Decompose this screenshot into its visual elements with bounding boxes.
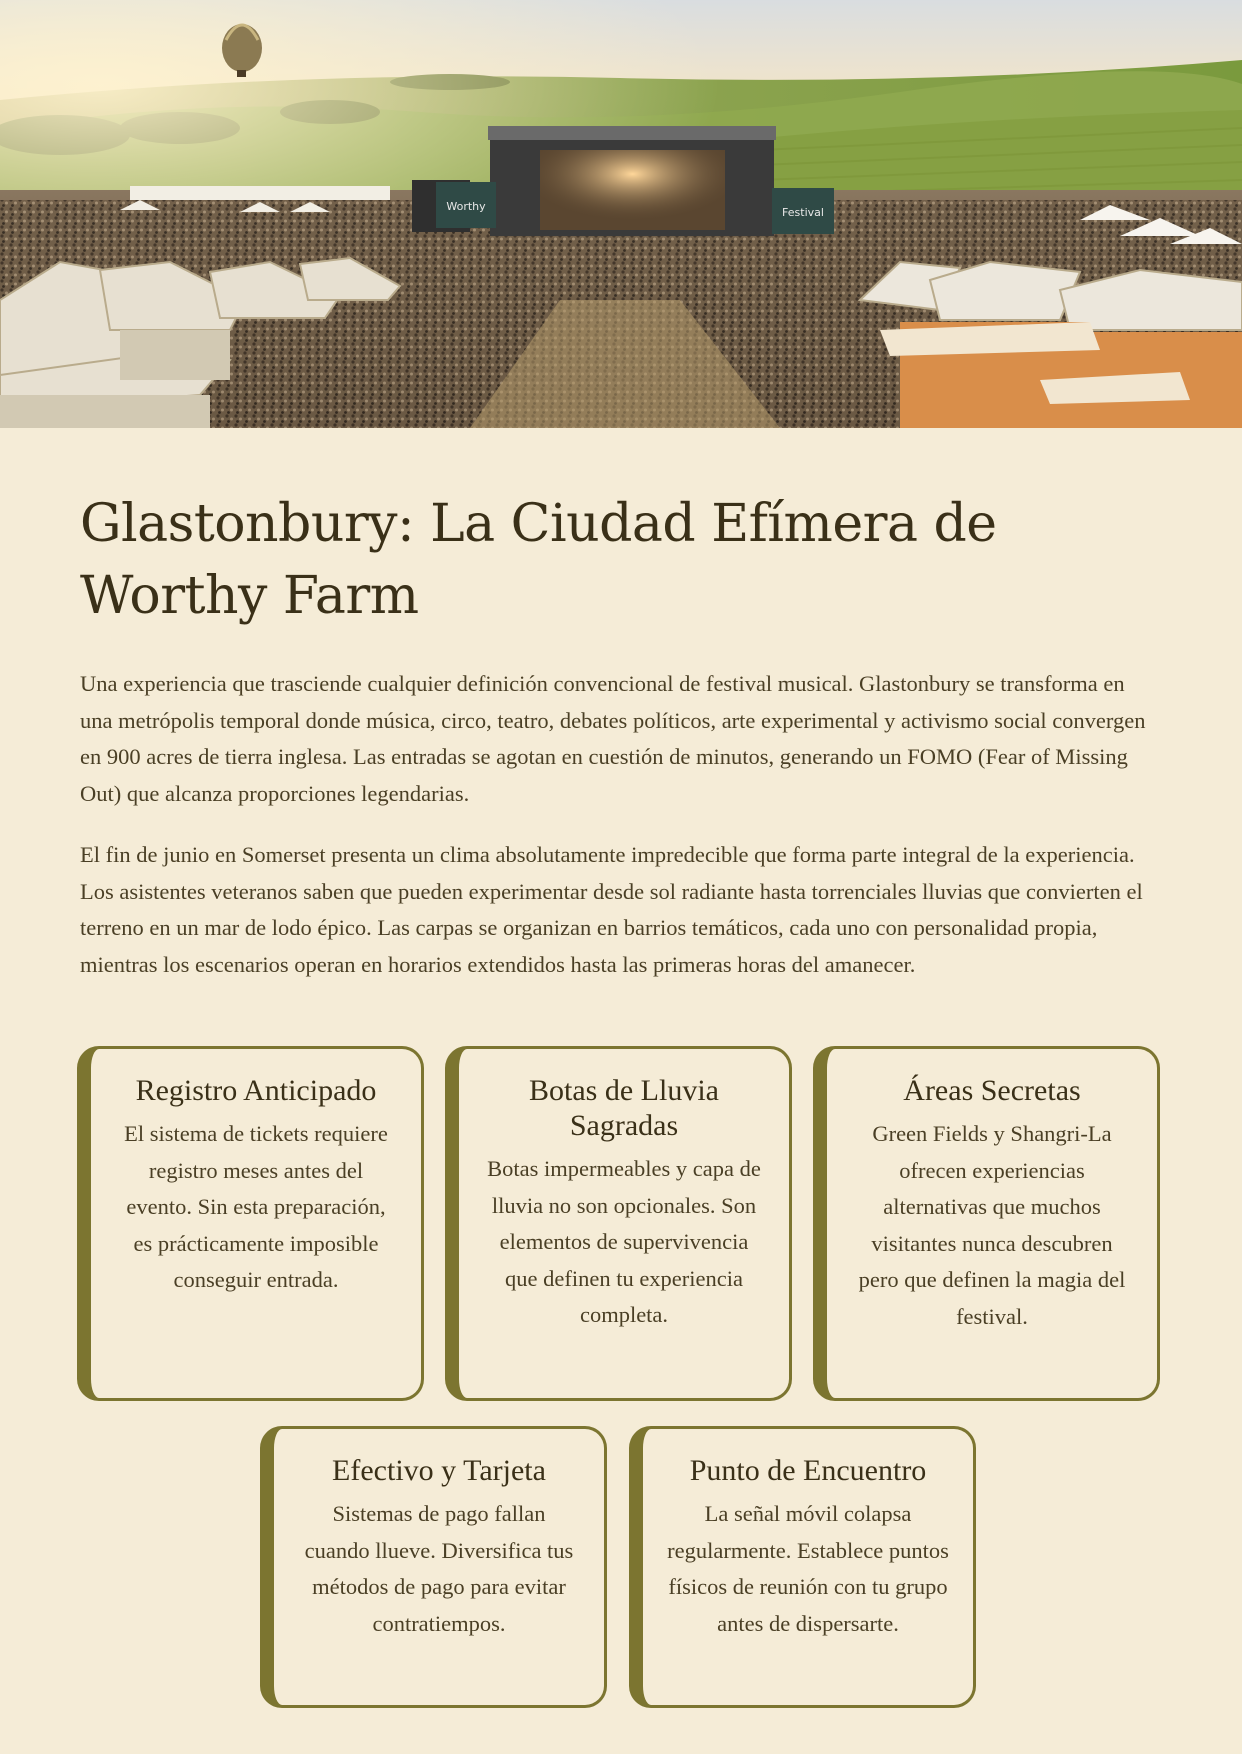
card-efectivo-y-tarjeta — [260, 1426, 607, 1708]
card-title: Botas de Lluvia Sagradas — [529, 1074, 719, 1142]
card-text: El sistema de tickets requiere registro meses antes del evento. Sin esta preparación, es prácticamente imposible conseguir entrada. — [124, 1121, 388, 1292]
hero-image — [0, 0, 1242, 428]
card-title: Efectivo y Tarjeta — [332, 1454, 546, 1487]
card-title: Registro Anticipado — [135, 1074, 377, 1107]
page-title: Glastonbury: La Ciudad Efímera de Worthy Farm — [80, 494, 997, 626]
svg-text:Worthy: Worthy — [446, 200, 486, 213]
card-text: Botas impermeables y capa de lluvia no son opcionales. Son elementos de supervivencia que definen tu experiencia completa. — [487, 1156, 761, 1327]
card-text: Green Fields y Shangri-La ofrecen experiencias alternativas que muchos visitantes nunca descubren pero que definen la magia del festival. — [858, 1121, 1126, 1329]
card-botas-de-lluvia — [445, 1046, 792, 1401]
card-text: La señal móvil colapsa regularmente. Establece puntos físicos de reunión con tu grupo antes de dispersarte. — [667, 1501, 949, 1636]
intro-paragraph: Una experiencia que trasciende cualquier definición convencional de festival musical. Glastonbury se transforma en una metrópolis temporal donde música, circo, teatro, debates políticos, arte experimental y activismo social convergen en 900 acres de tierra inglesa. Las entradas se agotan en cuestión de minutos, generando un FOMO (Fear of Missing Out) que alcanza proporciones legendarias. — [80, 671, 1146, 806]
card-title: Áreas Secretas — [903, 1074, 1081, 1107]
climate-paragraph: El fin de junio en Somerset presenta un clima absolutamente impredecible que forma parte integral de la experiencia. Los asistentes veteranos saben que pueden experimentar desde sol radiante hasta torrenciales lluvias que convierten el terreno en un mar de lodo épico. Las carpas se organizan en barrios temáticos, cada uno con personalidad propia, mientras los escenarios operan en horarios extendidos hasta las primeras horas del amanecer. — [80, 842, 1143, 977]
card-registro-anticipado — [77, 1046, 424, 1401]
card-punto-de-encuentro — [629, 1426, 976, 1708]
card-text: Sistemas de pago fallan cuando llueve. Diversifica tus métodos de pago para evitar contratiempos. — [304, 1501, 574, 1636]
article — [80, 428, 1162, 983]
card-areas-secretas — [813, 1046, 1160, 1401]
svg-text:Festival: Festival — [782, 206, 824, 219]
card-title: Punto de Encuentro — [689, 1454, 927, 1487]
